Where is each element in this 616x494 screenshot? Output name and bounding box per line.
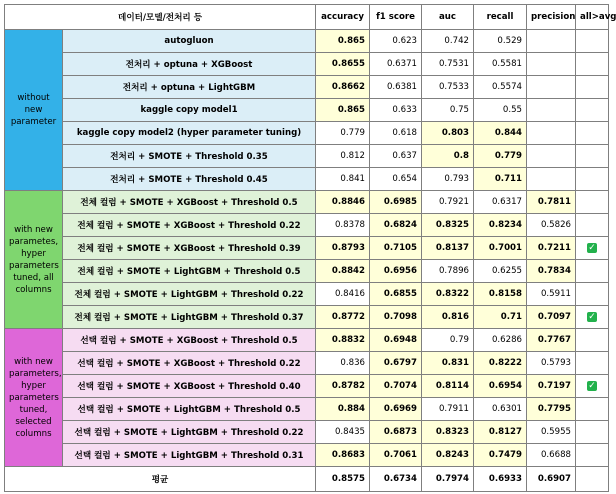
cell-f1: 0.633 <box>370 99 422 122</box>
cell-auc: 0.7531 <box>422 53 474 76</box>
cell-all-gt-avg <box>576 444 609 467</box>
cell-precision: 0.5826 <box>527 214 576 237</box>
cell-recall: 0.711 <box>474 168 527 191</box>
table-row <box>5 329 609 352</box>
check-box-icon: ✓ <box>588 312 596 322</box>
table-row <box>5 260 609 283</box>
table-row <box>5 168 609 191</box>
table-row <box>5 237 609 260</box>
cell-f1: 0.6855 <box>370 283 422 306</box>
table-row <box>5 214 609 237</box>
cell-precision <box>527 122 576 145</box>
check-box-icon: ✓ <box>588 243 596 253</box>
cell-recall: 0.71 <box>474 306 527 329</box>
model-name: 전체 컬럼 + SMOTE + XGBoost + Threshold 0.22 <box>63 214 316 237</box>
cell-auc: 0.75 <box>422 99 474 122</box>
cell-auc: 0.8 <box>422 145 474 168</box>
cell-precision: 0.7811 <box>527 191 576 214</box>
cell-auc: 0.79 <box>422 329 474 352</box>
model-name: kaggle copy model1 <box>63 99 316 122</box>
cell-f1: 0.654 <box>370 168 422 191</box>
cell-all-gt-avg <box>576 421 609 444</box>
model-name: 선택 컬럼 + SMOTE + LightGBM + Threshold 0.31 <box>63 444 316 467</box>
cell-all-gt-avg <box>576 145 609 168</box>
cell-f1: 0.7105 <box>370 237 422 260</box>
header-all-gt-avg: all>avg <box>576 5 609 30</box>
cell-accuracy: 0.779 <box>316 122 370 145</box>
cell-auc: 0.793 <box>422 168 474 191</box>
model-name: 선택 컬럼 + SMOTE + XGBoost + Threshold 0.5 <box>63 329 316 352</box>
table-row <box>5 99 609 122</box>
cell-all-gt-avg <box>576 398 609 421</box>
cell-recall: 0.779 <box>474 145 527 168</box>
cell-f1: 0.6824 <box>370 214 422 237</box>
table-row <box>5 122 609 145</box>
header-recall: recall <box>474 5 527 30</box>
cell-all-gt-avg <box>576 191 609 214</box>
header-accuracy: accuracy <box>316 5 370 30</box>
cell-auc: 0.8114 <box>422 375 474 398</box>
model-name: 전처리 + optuna + LightGBM <box>63 76 316 99</box>
cell-all-gt-avg <box>576 168 609 191</box>
cell-precision: 0.7097 <box>527 306 576 329</box>
model-name: 전처리 + optuna + XGBoost <box>63 53 316 76</box>
cell-all-gt-avg <box>576 375 609 398</box>
cell-recall: 0.6317 <box>474 191 527 214</box>
cell-all-gt-avg <box>576 99 609 122</box>
cell-f1: 0.6948 <box>370 329 422 352</box>
cell-f1: 0.6873 <box>370 421 422 444</box>
cell-accuracy: 0.8416 <box>316 283 370 306</box>
cell-f1: 0.7074 <box>370 375 422 398</box>
table-row <box>5 421 609 444</box>
cell-accuracy: 0.841 <box>316 168 370 191</box>
cell-accuracy: 0.8832 <box>316 329 370 352</box>
cell-recall: 0.7479 <box>474 444 527 467</box>
header-auc: auc <box>422 5 474 30</box>
cell-f1: 0.6371 <box>370 53 422 76</box>
cell-precision: 0.7767 <box>527 329 576 352</box>
cell-all-gt-avg <box>576 237 609 260</box>
cell-auc: 0.816 <box>422 306 474 329</box>
cell-accuracy: 0.865 <box>316 99 370 122</box>
model-name: 전처리 + SMOTE + Threshold 0.35 <box>63 145 316 168</box>
cell-auc: 0.8322 <box>422 283 474 306</box>
cell-auc: 0.7921 <box>422 191 474 214</box>
cell-all-gt-avg <box>576 329 609 352</box>
cell-recall: 0.6954 <box>474 375 527 398</box>
header-precision: precision <box>527 5 576 30</box>
cell-precision: 0.7211 <box>527 237 576 260</box>
cell-auc: 0.803 <box>422 122 474 145</box>
cell-accuracy: 0.8842 <box>316 260 370 283</box>
cell-f1: 0.7098 <box>370 306 422 329</box>
cell-precision <box>527 53 576 76</box>
cell-f1: 0.623 <box>370 30 422 53</box>
cell-f1: 0.6956 <box>370 260 422 283</box>
cell-recall: 0.6301 <box>474 398 527 421</box>
cell-recall: 0.5581 <box>474 53 527 76</box>
cell-accuracy: 0.8793 <box>316 237 370 260</box>
model-name: 전체 컬럼 + SMOTE + LightGBM + Threshold 0.5 <box>63 260 316 283</box>
average-precision: 0.6907 <box>527 467 576 492</box>
cell-recall: 0.6255 <box>474 260 527 283</box>
group-label: without new parameter <box>5 30 63 191</box>
model-name: 선택 컬럼 + SMOTE + LightGBM + Threshold 0.5 <box>63 398 316 421</box>
cell-recall: 0.8234 <box>474 214 527 237</box>
cell-recall: 0.55 <box>474 99 527 122</box>
cell-auc: 0.8243 <box>422 444 474 467</box>
cell-all-gt-avg <box>576 214 609 237</box>
cell-f1: 0.618 <box>370 122 422 145</box>
table-row <box>5 283 609 306</box>
cell-accuracy: 0.8846 <box>316 191 370 214</box>
model-name: 전체 컬럼 + SMOTE + XGBoost + Threshold 0.39 <box>63 237 316 260</box>
cell-precision <box>527 168 576 191</box>
model-name: 선택 컬럼 + SMOTE + LightGBM + Threshold 0.22 <box>63 421 316 444</box>
cell-all-gt-avg <box>576 260 609 283</box>
cell-precision: 0.5793 <box>527 352 576 375</box>
table-row <box>5 191 609 214</box>
average-all-gt-avg <box>576 467 609 492</box>
cell-auc: 0.8323 <box>422 421 474 444</box>
cell-all-gt-avg <box>576 53 609 76</box>
cell-accuracy: 0.8662 <box>316 76 370 99</box>
table-row <box>5 306 609 329</box>
cell-f1: 0.637 <box>370 145 422 168</box>
table-row <box>5 30 609 53</box>
average-recall: 0.6933 <box>474 467 527 492</box>
cell-precision: 0.7795 <box>527 398 576 421</box>
model-name: 전체 컬럼 + SMOTE + LightGBM + Threshold 0.22 <box>63 283 316 306</box>
cell-f1: 0.6797 <box>370 352 422 375</box>
cell-precision <box>527 76 576 99</box>
table-row <box>5 444 609 467</box>
cell-precision: 0.7197 <box>527 375 576 398</box>
table-row <box>5 53 609 76</box>
table-row <box>5 375 609 398</box>
average-f1: 0.6734 <box>370 467 422 492</box>
model-name: 전체 컬럼 + SMOTE + LightGBM + Threshold 0.37 <box>63 306 316 329</box>
cell-recall: 0.6286 <box>474 329 527 352</box>
model-name: 전처리 + SMOTE + Threshold 0.45 <box>63 168 316 191</box>
average-row <box>5 467 609 492</box>
cell-precision: 0.6688 <box>527 444 576 467</box>
check-box-icon: ✓ <box>588 381 596 391</box>
cell-precision <box>527 30 576 53</box>
average-auc: 0.7974 <box>422 467 474 492</box>
cell-f1: 0.7061 <box>370 444 422 467</box>
average-label: 평균 <box>5 467 316 492</box>
cell-all-gt-avg <box>576 352 609 375</box>
cell-auc: 0.8137 <box>422 237 474 260</box>
cell-auc: 0.742 <box>422 30 474 53</box>
model-name: kaggle copy model2 (hyper parameter tuning) <box>63 122 316 145</box>
cell-precision: 0.5955 <box>527 421 576 444</box>
cell-recall: 0.7001 <box>474 237 527 260</box>
cell-auc: 0.7533 <box>422 76 474 99</box>
model-name: autogluon <box>63 30 316 53</box>
cell-recall: 0.844 <box>474 122 527 145</box>
table-row <box>5 398 609 421</box>
cell-accuracy: 0.8435 <box>316 421 370 444</box>
results-table <box>4 4 616 492</box>
cell-accuracy: 0.8683 <box>316 444 370 467</box>
cell-precision <box>527 99 576 122</box>
group-label: with new parameters, hyper parameters tuned, selected columns <box>5 329 63 467</box>
cell-accuracy: 0.836 <box>316 352 370 375</box>
table-row <box>5 76 609 99</box>
table-row <box>5 145 609 168</box>
cell-all-gt-avg <box>576 306 609 329</box>
table-row <box>5 352 609 375</box>
cell-recall: 0.8127 <box>474 421 527 444</box>
cell-all-gt-avg <box>576 30 609 53</box>
cell-all-gt-avg <box>576 76 609 99</box>
cell-recall: 0.8222 <box>474 352 527 375</box>
average-accuracy: 0.8575 <box>316 467 370 492</box>
cell-precision: 0.5911 <box>527 283 576 306</box>
cell-accuracy: 0.8378 <box>316 214 370 237</box>
header-row <box>5 5 609 30</box>
header-f1: f1 score <box>370 5 422 30</box>
model-name: 전체 컬럼 + SMOTE + XGBoost + Threshold 0.5 <box>63 191 316 214</box>
cell-accuracy: 0.865 <box>316 30 370 53</box>
cell-recall: 0.8158 <box>474 283 527 306</box>
cell-precision <box>527 145 576 168</box>
cell-auc: 0.7896 <box>422 260 474 283</box>
model-name: 선택 컬럼 + SMOTE + XGBoost + Threshold 0.40 <box>63 375 316 398</box>
cell-f1: 0.6969 <box>370 398 422 421</box>
cell-all-gt-avg <box>576 283 609 306</box>
cell-accuracy: 0.884 <box>316 398 370 421</box>
cell-auc: 0.8325 <box>422 214 474 237</box>
cell-accuracy: 0.8772 <box>316 306 370 329</box>
cell-auc: 0.831 <box>422 352 474 375</box>
cell-all-gt-avg <box>576 122 609 145</box>
cell-f1: 0.6985 <box>370 191 422 214</box>
cell-accuracy: 0.8655 <box>316 53 370 76</box>
cell-auc: 0.7911 <box>422 398 474 421</box>
group-label: with new parametes, hyper parameters tuned, all columns <box>5 191 63 329</box>
cell-accuracy: 0.812 <box>316 145 370 168</box>
cell-f1: 0.6381 <box>370 76 422 99</box>
cell-precision: 0.7834 <box>527 260 576 283</box>
cell-recall: 0.5574 <box>474 76 527 99</box>
cell-recall: 0.529 <box>474 30 527 53</box>
cell-accuracy: 0.8782 <box>316 375 370 398</box>
model-name: 선택 컬럼 + SMOTE + XGBoost + Threshold 0.22 <box>63 352 316 375</box>
header-data-model: 데이터/모델/전처리 등 <box>5 5 316 30</box>
